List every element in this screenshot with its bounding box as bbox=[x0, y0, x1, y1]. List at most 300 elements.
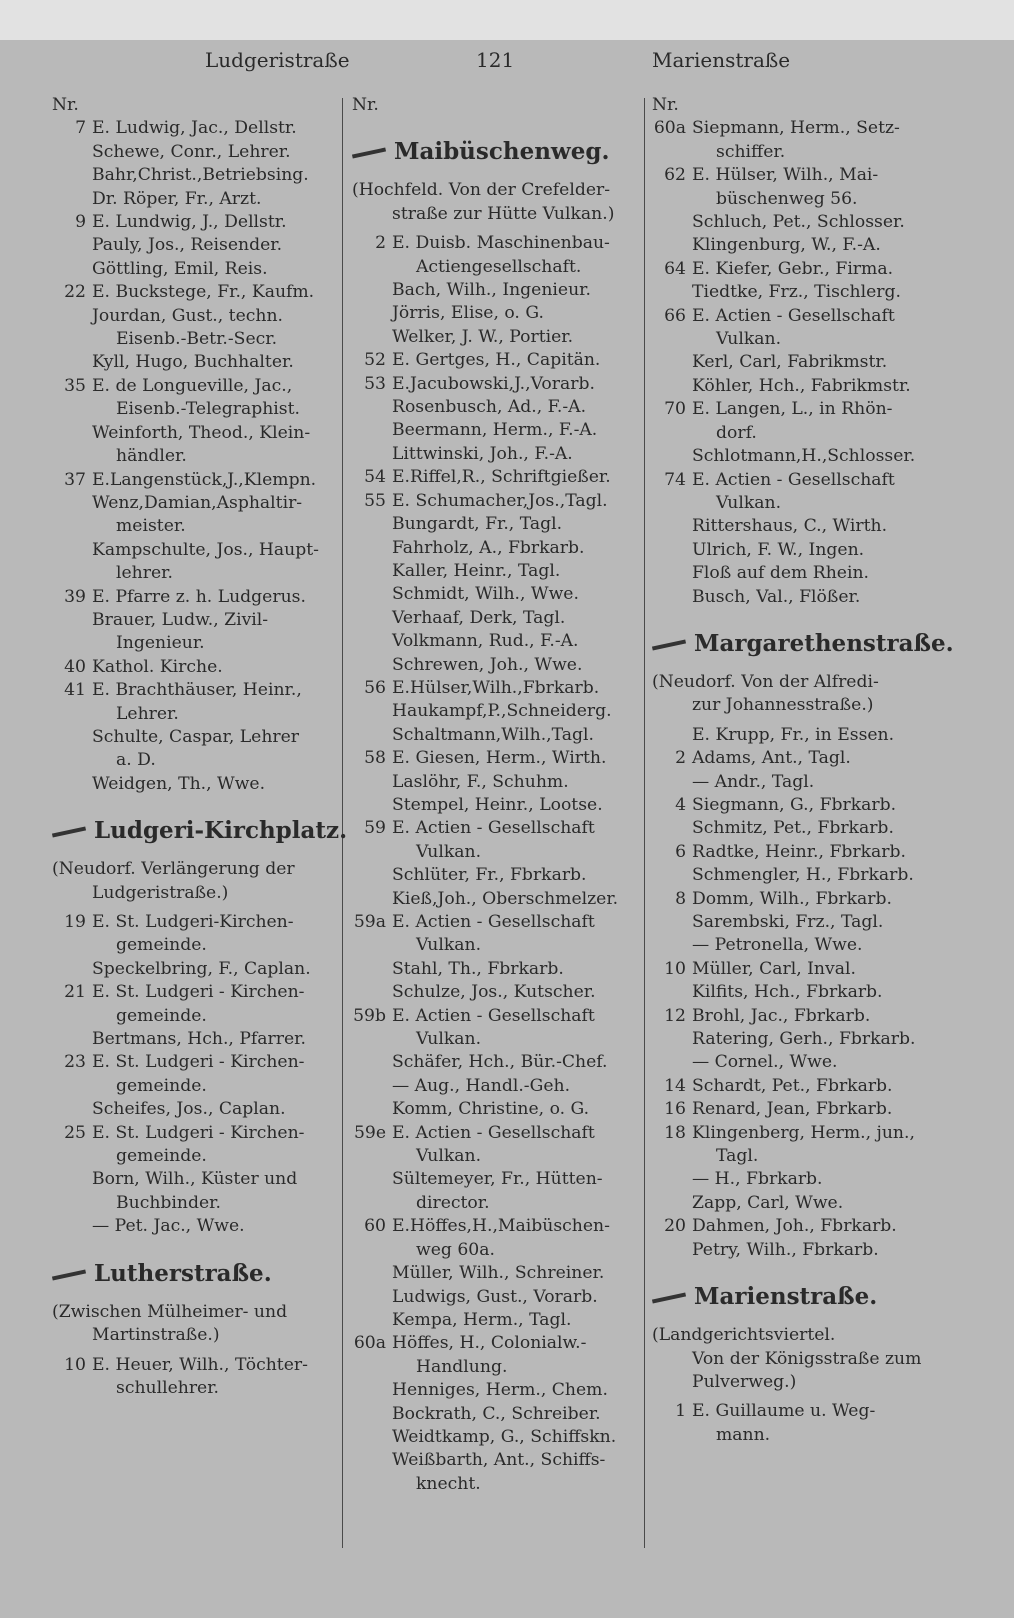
entry-row bbox=[652, 771, 942, 794]
entry-row bbox=[652, 258, 942, 281]
note-line: straße zur Hütte Vulkan.) bbox=[392, 203, 615, 224]
house-number bbox=[352, 771, 392, 794]
house-number bbox=[352, 396, 392, 419]
resident-entry: Welker, J. W., Portier. bbox=[392, 326, 574, 347]
resident-entry: Köhler, Hch., Fabrikmstr. bbox=[692, 375, 911, 396]
house-number bbox=[52, 515, 92, 538]
street-note bbox=[352, 179, 642, 226]
entry-row bbox=[352, 934, 642, 957]
house-number bbox=[652, 351, 692, 374]
house-number bbox=[652, 515, 692, 538]
resident-entry: Busch, Val., Flößer. bbox=[692, 586, 861, 607]
entry-row bbox=[352, 1473, 642, 1496]
resident-entry: Brohl, Jac., Fbrkarb. bbox=[692, 1005, 871, 1026]
resident-entry: Littwinski, Joh., F.-A. bbox=[392, 443, 573, 464]
note-line: zur Johannesstraße.) bbox=[692, 695, 874, 716]
house-number bbox=[52, 1005, 92, 1028]
house-number bbox=[52, 398, 92, 421]
entry-row bbox=[52, 656, 337, 679]
column-2 bbox=[352, 94, 642, 1496]
entry-row bbox=[52, 1122, 337, 1145]
resident-entry: Scheifes, Jos., Caplan. bbox=[92, 1099, 286, 1120]
entry-row bbox=[652, 817, 942, 840]
entry-row bbox=[352, 349, 642, 372]
house-number bbox=[52, 1145, 92, 1168]
house-number: 10 bbox=[64, 1354, 86, 1375]
entry-row bbox=[352, 443, 642, 466]
house-number bbox=[652, 234, 692, 257]
resident-entry: E.Höffes,H.,Maibüschen- bbox=[392, 1216, 610, 1237]
resident-entry: Eisenb.-Betr.-Secr. bbox=[116, 329, 278, 350]
resident-entry: Sültemeyer, Fr., Hütten- bbox=[392, 1169, 603, 1190]
resident-entry: Schlüter, Fr., Fbrkarb. bbox=[392, 865, 587, 886]
house-number: 20 bbox=[664, 1216, 686, 1237]
entry-row bbox=[52, 1145, 337, 1168]
house-number bbox=[352, 934, 392, 957]
resident-entry: Weidtkamp, G., Schiffskn. bbox=[392, 1426, 617, 1447]
resident-entry: Rittershaus, C., Wirth. bbox=[692, 516, 888, 537]
house-number bbox=[352, 724, 392, 747]
entry-row bbox=[52, 1192, 337, 1215]
street-heading bbox=[352, 135, 642, 169]
resident-entry: Schmitz, Pet., Fbrkarb. bbox=[692, 818, 894, 839]
entry-row bbox=[52, 1098, 337, 1121]
entry-row bbox=[652, 445, 942, 468]
resident-entry: Zapp, Carl, Wwe. bbox=[692, 1192, 844, 1213]
resident-entry: E. Kiefer, Gebr., Firma. bbox=[692, 258, 894, 279]
resident-entry: Verhaaf, Derk, Tagl. bbox=[392, 607, 566, 628]
entry-row bbox=[52, 141, 337, 164]
house-number bbox=[652, 211, 692, 234]
resident-entry: — Aug., Handl.-Geh. bbox=[392, 1075, 571, 1096]
house-number: 7 bbox=[75, 118, 86, 139]
house-number bbox=[52, 1377, 92, 1400]
house-number bbox=[352, 654, 392, 677]
house-number bbox=[652, 981, 692, 1004]
entry-list bbox=[652, 724, 942, 1262]
entry-row bbox=[52, 1377, 337, 1400]
entry-row bbox=[352, 466, 642, 489]
resident-entry: Kampschulte, Jos., Haupt- bbox=[92, 539, 319, 560]
house-number bbox=[352, 1028, 392, 1051]
house-number bbox=[652, 724, 692, 747]
entry-row bbox=[352, 1356, 642, 1379]
house-number: 59b bbox=[353, 1005, 386, 1026]
resident-entry: gemeinde. bbox=[116, 1075, 207, 1096]
house-number: 6 bbox=[675, 841, 686, 862]
entry-row bbox=[52, 1168, 337, 1191]
entry-row bbox=[52, 211, 337, 234]
house-number: 14 bbox=[664, 1075, 686, 1096]
entry-row bbox=[52, 539, 337, 562]
dash-mark bbox=[52, 827, 86, 838]
resident-entry: E. Krupp, Fr., in Essen. bbox=[692, 724, 895, 745]
house-number bbox=[652, 141, 692, 164]
entry-list bbox=[52, 117, 337, 796]
house-number: 19 bbox=[64, 912, 86, 932]
house-number: 23 bbox=[64, 1052, 86, 1073]
house-number bbox=[52, 1075, 92, 1098]
entry-row bbox=[652, 117, 942, 140]
resident-entry: Bahr,Christ.,Betriebsing. bbox=[92, 165, 309, 186]
house-number bbox=[352, 537, 392, 560]
house-number bbox=[652, 1028, 692, 1051]
entry-row bbox=[52, 632, 337, 655]
house-number bbox=[352, 513, 392, 536]
resident-entry: weg 60a. bbox=[416, 1239, 495, 1260]
entry-row bbox=[652, 864, 942, 887]
house-number bbox=[52, 234, 92, 257]
resident-entry: E. Actien - Gesellschaft bbox=[692, 305, 895, 326]
resident-entry: Weinforth, Theod., Klein- bbox=[92, 422, 311, 443]
house-number bbox=[652, 934, 692, 957]
entry-row bbox=[52, 117, 337, 140]
resident-entry: Kathol. Kirche. bbox=[92, 656, 223, 677]
street-heading bbox=[52, 1257, 337, 1291]
house-number bbox=[652, 1145, 692, 1168]
entry-row bbox=[352, 1098, 642, 1121]
resident-entry: Siepmann, Herm., Setz- bbox=[692, 118, 900, 139]
house-number bbox=[52, 164, 92, 187]
resident-entry: Höffes, H., Colonialw.- bbox=[392, 1333, 587, 1354]
entry-row bbox=[652, 981, 942, 1004]
house-number bbox=[652, 188, 692, 211]
house-number bbox=[352, 1286, 392, 1309]
resident-entry: E. Langen, L., in Rhön- bbox=[692, 399, 893, 420]
entry-row bbox=[352, 1075, 642, 1098]
house-number: 40 bbox=[64, 656, 86, 677]
house-number bbox=[652, 539, 692, 562]
entry-row bbox=[52, 749, 337, 772]
resident-entry: Dr. Röper, Fr., Arzt. bbox=[92, 188, 262, 209]
resident-entry: — Petronella, Wwe. bbox=[692, 935, 863, 956]
house-number bbox=[352, 1426, 392, 1449]
house-number: 62 bbox=[664, 165, 686, 186]
resident-entry: lehrer. bbox=[116, 563, 173, 584]
house-number: 52 bbox=[364, 350, 386, 371]
entry-row bbox=[352, 700, 642, 723]
resident-entry: Kerl, Carl, Fabrikmstr. bbox=[692, 352, 888, 373]
entry-row bbox=[652, 188, 942, 211]
house-number bbox=[652, 1192, 692, 1215]
resident-entry: schullehrer. bbox=[116, 1377, 219, 1398]
entry-row bbox=[652, 141, 942, 164]
entry-row bbox=[652, 515, 942, 538]
entry-row bbox=[52, 375, 337, 398]
house-number bbox=[352, 443, 392, 466]
street-title: Maibüschenweg. bbox=[394, 138, 610, 166]
header-left-street: Ludgeristraße bbox=[205, 48, 350, 72]
entry-row bbox=[52, 679, 337, 702]
note-line: Ludgeristraße.) bbox=[92, 882, 229, 903]
house-number bbox=[352, 419, 392, 442]
entry-row bbox=[652, 1239, 942, 1262]
house-number: 39 bbox=[64, 586, 86, 607]
house-number: 21 bbox=[64, 982, 86, 1003]
house-number bbox=[652, 492, 692, 515]
entry-row bbox=[352, 1262, 642, 1285]
entry-row bbox=[52, 469, 337, 492]
resident-entry: Laslöhr, F., Schuhm. bbox=[392, 771, 569, 792]
resident-entry: Sarembski, Frz., Tagl. bbox=[692, 912, 884, 932]
resident-entry: Bungardt, Fr., Tagl. bbox=[392, 514, 563, 535]
entry-row bbox=[352, 373, 642, 396]
scan-margin bbox=[0, 0, 1014, 40]
resident-entry: Kilfits, Hch., Fbrkarb. bbox=[692, 982, 883, 1003]
column-1 bbox=[52, 94, 348, 1400]
resident-entry: Speckelbring, F., Caplan. bbox=[92, 958, 311, 979]
resident-entry: Renard, Jean, Fbrkarb. bbox=[692, 1099, 893, 1120]
note-line: (Neudorf. Von der Alfredi- bbox=[652, 671, 879, 692]
entry-row bbox=[352, 817, 642, 840]
resident-entry: händler. bbox=[116, 446, 187, 467]
house-number bbox=[352, 1098, 392, 1121]
house-number bbox=[52, 1168, 92, 1191]
entry-row bbox=[652, 888, 942, 911]
entry-row bbox=[652, 958, 942, 981]
entry-row bbox=[52, 398, 337, 421]
house-number bbox=[352, 607, 392, 630]
resident-entry: — H., Fbrkarb. bbox=[692, 1169, 823, 1190]
entry-row bbox=[52, 281, 337, 304]
house-number bbox=[652, 445, 692, 468]
entry-row bbox=[52, 1215, 337, 1238]
street-title: Margarethenstraße. bbox=[694, 629, 954, 657]
entry-row bbox=[652, 934, 942, 957]
house-number bbox=[352, 841, 392, 864]
entry-row bbox=[352, 513, 642, 536]
resident-entry: Tiedtke, Frz., Tischlerg. bbox=[692, 282, 901, 303]
resident-entry: Vulkan. bbox=[416, 1146, 482, 1167]
entry-row bbox=[652, 724, 942, 747]
house-number: 56 bbox=[364, 677, 386, 698]
house-number bbox=[352, 1473, 392, 1496]
entry-row bbox=[652, 1075, 942, 1098]
house-number bbox=[52, 422, 92, 445]
resident-entry: Jourdan, Gust., techn. bbox=[92, 305, 283, 326]
resident-entry: Eisenb.-Telegraphist. bbox=[116, 399, 300, 420]
entry-row bbox=[352, 1379, 642, 1402]
resident-entry: Jörris, Elise, o. G. bbox=[392, 303, 544, 324]
house-number bbox=[52, 1192, 92, 1215]
house-number bbox=[52, 726, 92, 749]
resident-entry: Vulkan. bbox=[716, 329, 782, 350]
house-number bbox=[52, 703, 92, 726]
entry-row bbox=[52, 305, 337, 328]
house-number bbox=[52, 328, 92, 351]
resident-entry: E. Schumacher,Jos.,Tagl. bbox=[392, 490, 608, 511]
house-number: 25 bbox=[64, 1122, 86, 1143]
house-number: 59a bbox=[353, 912, 386, 932]
entry-row bbox=[352, 888, 642, 911]
resident-entry: Ingenieur. bbox=[116, 633, 205, 654]
house-number bbox=[352, 326, 392, 349]
house-number bbox=[52, 632, 92, 655]
entry-row bbox=[352, 1332, 642, 1355]
resident-entry: Buchbinder. bbox=[116, 1192, 221, 1213]
house-number: 74 bbox=[664, 469, 686, 490]
resident-entry: Schulte, Caspar, Lehrer bbox=[92, 726, 300, 747]
resident-entry: E. St. Ludgeri - Kirchen- bbox=[92, 1052, 305, 1073]
entry-row bbox=[52, 1051, 337, 1074]
entry-row bbox=[652, 469, 942, 492]
entry-row bbox=[652, 586, 942, 609]
resident-entry: a. D. bbox=[116, 750, 156, 771]
entry-row bbox=[652, 1028, 942, 1051]
house-number bbox=[652, 864, 692, 887]
entry-list bbox=[652, 117, 942, 609]
resident-entry: Bockrath, C., Schreiber. bbox=[392, 1403, 601, 1424]
entry-list bbox=[52, 1354, 337, 1401]
house-number bbox=[652, 281, 692, 304]
house-number bbox=[52, 492, 92, 515]
resident-entry: E. Actien - Gesellschaft bbox=[392, 1005, 595, 1026]
resident-entry: — Cornel., Wwe. bbox=[692, 1052, 838, 1073]
house-number: 53 bbox=[364, 373, 386, 394]
resident-entry: Müller, Carl, Inval. bbox=[692, 958, 856, 979]
house-number bbox=[652, 562, 692, 585]
entry-row bbox=[52, 773, 337, 796]
street-note bbox=[652, 1324, 942, 1394]
entry-row bbox=[652, 911, 942, 934]
house-number bbox=[352, 1449, 392, 1472]
house-number bbox=[352, 958, 392, 981]
resident-entry: Klingenburg, W., F.-A. bbox=[692, 235, 881, 256]
house-number bbox=[52, 188, 92, 211]
resident-entry: Petry, Wilh., Fbrkarb. bbox=[692, 1239, 879, 1260]
house-number bbox=[352, 1239, 392, 1262]
resident-entry: Komm, Christine, o. G. bbox=[392, 1099, 590, 1120]
entry-row bbox=[652, 211, 942, 234]
resident-entry: Brauer, Ludw., Zivil- bbox=[92, 609, 269, 630]
entry-row bbox=[352, 981, 642, 1004]
entry-row bbox=[352, 537, 642, 560]
resident-entry: E. Lundwig, J., Dellstr. bbox=[92, 212, 287, 233]
house-number bbox=[52, 351, 92, 374]
entry-row bbox=[352, 747, 642, 770]
resident-entry: Born, Wilh., Küster und bbox=[92, 1169, 298, 1190]
entry-row bbox=[352, 630, 642, 653]
entry-row bbox=[352, 1168, 642, 1191]
entry-row bbox=[52, 515, 337, 538]
entry-row bbox=[352, 724, 642, 747]
entry-row bbox=[352, 1309, 642, 1332]
house-number: 22 bbox=[64, 282, 86, 303]
entry-row bbox=[352, 1145, 642, 1168]
house-number bbox=[352, 700, 392, 723]
house-number bbox=[652, 422, 692, 445]
resident-entry: Göttling, Emil, Reis. bbox=[92, 258, 268, 279]
entry-row bbox=[652, 164, 942, 187]
resident-entry: Kempa, Herm., Tagl. bbox=[392, 1309, 572, 1330]
house-number: 66 bbox=[664, 305, 686, 326]
entry-row bbox=[352, 1005, 642, 1028]
entry-row bbox=[52, 958, 337, 981]
entry-row bbox=[652, 841, 942, 864]
entry-row bbox=[352, 256, 642, 279]
house-number: 64 bbox=[664, 258, 686, 279]
entry-row bbox=[352, 864, 642, 887]
entry-row bbox=[652, 375, 942, 398]
resident-entry: Fahrholz, A., Fbrkarb. bbox=[392, 537, 585, 558]
resident-entry: E. Ludwig, Jac., Dellstr. bbox=[92, 118, 297, 139]
resident-entry: Ratering, Gerh., Fbrkarb. bbox=[692, 1029, 916, 1050]
resident-entry: Vulkan. bbox=[416, 1029, 482, 1050]
dash-mark bbox=[652, 1293, 686, 1304]
entry-row bbox=[352, 677, 642, 700]
entry-row bbox=[352, 279, 642, 302]
entry-row bbox=[52, 328, 337, 351]
house-number: 60a bbox=[353, 1333, 386, 1354]
resident-entry: Weidgen, Th., Wwe. bbox=[92, 773, 266, 794]
resident-entry: Actiengesellschaft. bbox=[416, 256, 582, 277]
resident-entry: Ulrich, F. W., Ingen. bbox=[692, 539, 865, 560]
entry-row bbox=[352, 794, 642, 817]
house-number: 35 bbox=[64, 375, 86, 396]
house-number bbox=[352, 1168, 392, 1191]
resident-entry: Bertmans, Hch., Pfarrer. bbox=[92, 1029, 306, 1050]
note-line: Pulverweg.) bbox=[692, 1371, 797, 1392]
resident-entry: Müller, Wilh., Schreiner. bbox=[392, 1263, 605, 1284]
resident-entry: Stahl, Th., Fbrkarb. bbox=[392, 958, 564, 979]
resident-entry: E. Heuer, Wilh., Töchter- bbox=[92, 1354, 308, 1375]
entry-row bbox=[352, 396, 642, 419]
dash-mark bbox=[652, 639, 686, 650]
entry-row bbox=[652, 747, 942, 770]
entry-row bbox=[652, 1424, 942, 1447]
house-number bbox=[652, 1168, 692, 1191]
entry-row bbox=[352, 560, 642, 583]
entry-row bbox=[652, 1005, 942, 1028]
entry-row bbox=[352, 1192, 642, 1215]
house-number bbox=[352, 1403, 392, 1426]
entry-row bbox=[352, 1239, 642, 1262]
entry-row bbox=[652, 281, 942, 304]
entry-row bbox=[652, 492, 942, 515]
resident-entry: — Andr., Tagl. bbox=[692, 771, 815, 792]
note-line: (Hochfeld. Von der Crefelder- bbox=[352, 180, 611, 201]
house-number: 54 bbox=[364, 467, 386, 488]
entry-row bbox=[52, 562, 337, 585]
entry-row bbox=[52, 164, 337, 187]
entry-row bbox=[352, 1403, 642, 1426]
house-number: 59 bbox=[364, 818, 386, 839]
entry-row bbox=[52, 586, 337, 609]
entry-row bbox=[352, 841, 642, 864]
resident-entry: büschenweg 56. bbox=[716, 188, 858, 209]
entry-row bbox=[652, 422, 942, 445]
house-number bbox=[652, 1051, 692, 1074]
resident-entry: Wenz,Damian,Asphaltir- bbox=[92, 492, 303, 513]
resident-entry: Kieß,Joh., Oberschmelzer. bbox=[392, 888, 619, 909]
house-number bbox=[652, 586, 692, 609]
entry-row bbox=[352, 1426, 642, 1449]
house-number: 2 bbox=[675, 748, 686, 769]
resident-entry: Weißbarth, Ant., Schiffs- bbox=[392, 1450, 606, 1471]
entry-row bbox=[352, 958, 642, 981]
resident-entry: E.Hülser,Wilh.,Fbrkarb. bbox=[392, 677, 600, 698]
entry-row bbox=[652, 539, 942, 562]
entry-row bbox=[52, 445, 337, 468]
street-note bbox=[652, 671, 942, 718]
house-number: 58 bbox=[364, 748, 386, 769]
resident-entry: E. Actien - Gesellschaft bbox=[392, 818, 595, 839]
dash-mark bbox=[52, 1269, 86, 1280]
entry-row bbox=[52, 703, 337, 726]
resident-entry: E.Riffel,R., Schriftgießer. bbox=[392, 467, 611, 488]
entry-list bbox=[652, 1400, 942, 1447]
street-heading bbox=[652, 1280, 942, 1314]
